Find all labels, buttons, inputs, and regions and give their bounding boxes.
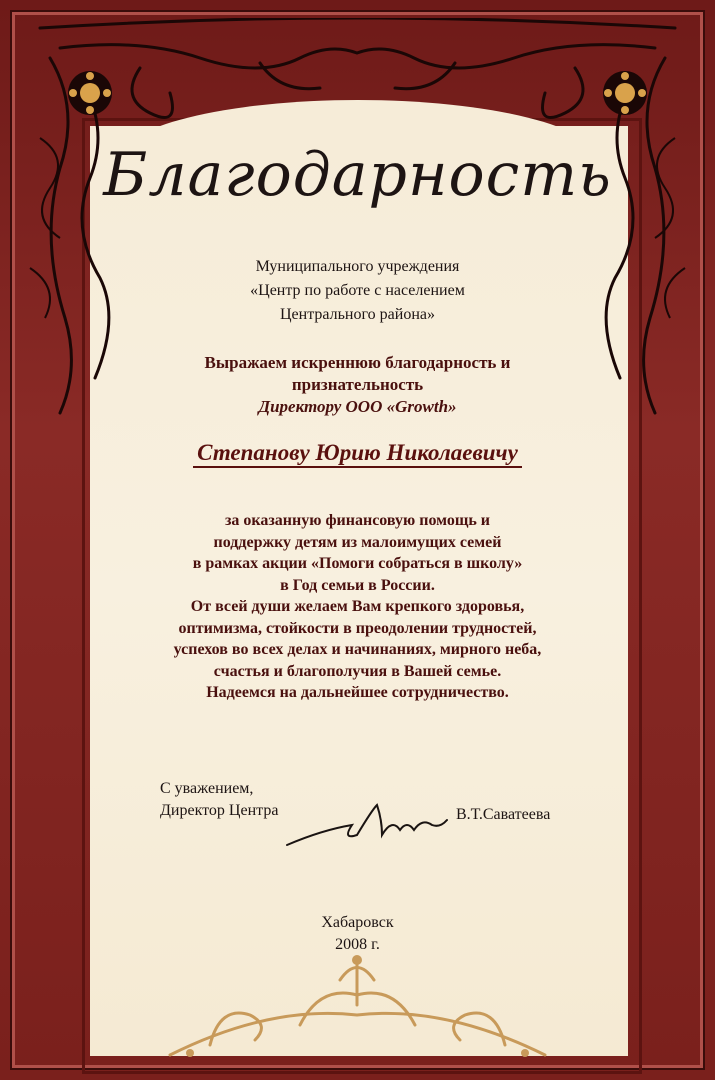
closing-greeting: С уважением,: [160, 780, 254, 797]
expression-line: Выражаем искреннюю благодарность и: [204, 353, 511, 372]
body-line: за оказанную финансовую помощь и: [224, 512, 491, 529]
year: 2008 г.: [335, 936, 380, 953]
body-line: поддержку детям из малоимущих семей: [213, 533, 502, 551]
body-line: оптимизма, стойкости в преодолении трудностей,: [178, 619, 537, 637]
body-line: От всей души желаем Вам крепкого здоровья,: [190, 598, 525, 615]
handwritten-signature: [282, 790, 452, 860]
expression-block: [0, 352, 715, 418]
recipient-name: Степанову Юрию Николаевичу: [193, 440, 522, 468]
body-line: в рамках акции «Помоги собраться в школу»: [192, 555, 523, 572]
certificate-title: Благодарность: [103, 140, 612, 210]
place-date-block: [0, 912, 715, 956]
closing-position: Директор Центра: [160, 802, 279, 819]
body-line: в Год семьи в России.: [280, 576, 435, 594]
recipient-position: Директору ООО «Growth»: [258, 397, 457, 416]
floral-ornament-bottom: [150, 945, 565, 1065]
body-text: [0, 510, 715, 704]
recipient-name-wrap: [0, 440, 715, 468]
organization-line: Муниципального учреждения: [255, 258, 460, 275]
signatory-name: В.Т.Саватеева: [456, 806, 551, 823]
body-line: Надеемся на дальнейшее сотрудничество.: [206, 684, 509, 701]
closing-block: [160, 778, 278, 822]
organization-block: [0, 255, 715, 327]
expression-line: признательность: [291, 375, 424, 394]
place: Хабаровск: [321, 914, 394, 931]
body-line: успехов во всех делах и начинаниях, мирного неба,: [173, 641, 542, 658]
organization-line: «Центр по работе с населением: [250, 282, 465, 299]
organization-line: Центрального района»: [280, 306, 435, 323]
body-line: счастья и благополучия в Вашей семье.: [213, 662, 502, 680]
